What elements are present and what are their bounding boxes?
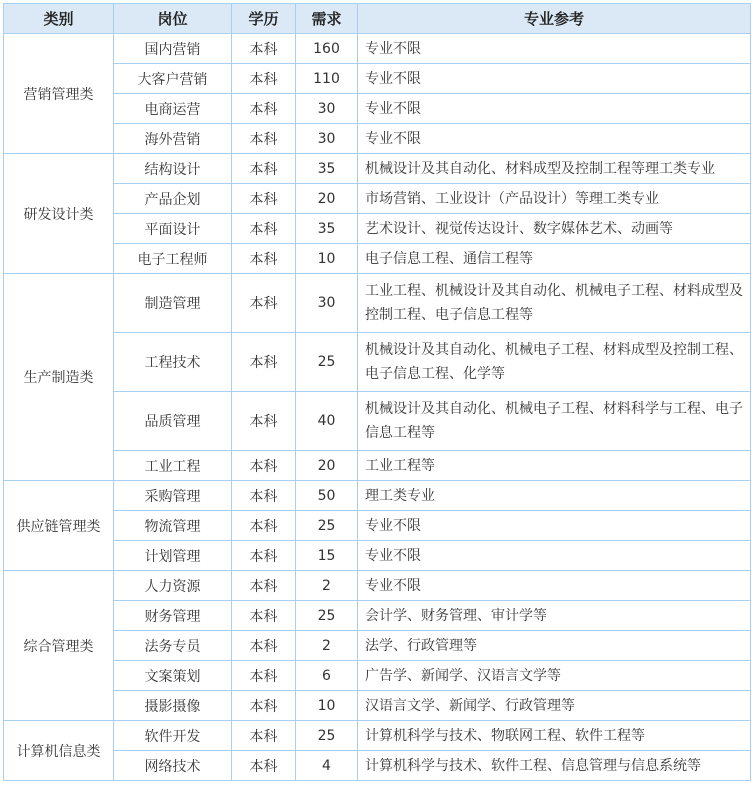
education-cell: 本科 xyxy=(232,244,296,274)
position-cell: 人力资源 xyxy=(114,571,232,601)
education-cell: 本科 xyxy=(232,721,296,751)
table-row xyxy=(4,691,751,721)
education-cell: 本科 xyxy=(232,274,296,333)
category-cell: 供应链管理类 xyxy=(4,481,114,571)
education-cell: 本科 xyxy=(232,631,296,661)
demand-cell: 25 xyxy=(296,511,358,541)
position-cell: 工业工程 xyxy=(114,451,232,481)
position-cell: 网络技术 xyxy=(114,751,232,781)
table-row xyxy=(4,511,751,541)
position-cell: 财务管理 xyxy=(114,601,232,631)
majors-cell: 专业不限 xyxy=(358,511,751,541)
table-row xyxy=(4,751,751,781)
demand-cell: 20 xyxy=(296,184,358,214)
majors-cell: 理工类专业 xyxy=(358,481,751,511)
education-cell: 本科 xyxy=(232,601,296,631)
position-cell: 品质管理 xyxy=(114,392,232,451)
education-cell: 本科 xyxy=(232,333,296,392)
table-row xyxy=(4,392,751,451)
position-cell: 国内营销 xyxy=(114,34,232,64)
education-cell: 本科 xyxy=(232,451,296,481)
position-cell: 制造管理 xyxy=(114,274,232,333)
education-cell: 本科 xyxy=(232,34,296,64)
table-row xyxy=(4,481,751,511)
position-cell: 计划管理 xyxy=(114,541,232,571)
education-cell: 本科 xyxy=(232,94,296,124)
education-cell: 本科 xyxy=(232,751,296,781)
header-position: 岗位 xyxy=(114,4,232,34)
table-row xyxy=(4,451,751,481)
majors-cell: 计算机科学与技术、软件工程、信息管理与信息系统等 xyxy=(358,751,751,781)
majors-cell: 专业不限 xyxy=(358,94,751,124)
majors-cell: 机械设计及其自动化、机械电子工程、材料成型及控制工程、电子信息工程、化学等 xyxy=(358,333,751,392)
table-row xyxy=(4,541,751,571)
position-cell: 软件开发 xyxy=(114,721,232,751)
majors-cell: 专业不限 xyxy=(358,571,751,601)
table-row xyxy=(4,34,751,64)
demand-cell: 30 xyxy=(296,124,358,154)
table-row xyxy=(4,721,751,751)
majors-cell: 工业工程、机械设计及其自动化、机械电子工程、材料成型及控制工程、电子信息工程等 xyxy=(358,274,751,333)
demand-cell: 25 xyxy=(296,721,358,751)
demand-cell: 4 xyxy=(296,751,358,781)
header-row xyxy=(4,4,751,34)
position-cell: 平面设计 xyxy=(114,214,232,244)
majors-cell: 计算机科学与技术、物联网工程、软件工程等 xyxy=(358,721,751,751)
category-cell: 生产制造类 xyxy=(4,274,114,481)
category-cell: 营销管理类 xyxy=(4,34,114,154)
education-cell: 本科 xyxy=(232,511,296,541)
position-cell: 法务专员 xyxy=(114,631,232,661)
demand-cell: 10 xyxy=(296,691,358,721)
majors-cell: 专业不限 xyxy=(358,541,751,571)
table-row xyxy=(4,154,751,184)
demand-cell: 15 xyxy=(296,541,358,571)
recruitment-table xyxy=(3,3,751,781)
table-row xyxy=(4,274,751,333)
demand-cell: 35 xyxy=(296,154,358,184)
majors-cell: 汉语言文学、新闻学、行政管理等 xyxy=(358,691,751,721)
majors-cell: 电子信息工程、通信工程等 xyxy=(358,244,751,274)
education-cell: 本科 xyxy=(232,571,296,601)
position-cell: 摄影摄像 xyxy=(114,691,232,721)
table-row xyxy=(4,64,751,94)
header-education: 学历 xyxy=(232,4,296,34)
majors-cell: 工业工程等 xyxy=(358,451,751,481)
demand-cell: 110 xyxy=(296,64,358,94)
majors-cell: 专业不限 xyxy=(358,34,751,64)
position-cell: 采购管理 xyxy=(114,481,232,511)
position-cell: 海外营销 xyxy=(114,124,232,154)
majors-cell: 机械设计及其自动化、机械电子工程、材料科学与工程、电子信息工程等 xyxy=(358,392,751,451)
education-cell: 本科 xyxy=(232,184,296,214)
recruitment-table-container xyxy=(3,3,751,781)
table-row xyxy=(4,214,751,244)
position-cell: 工程技术 xyxy=(114,333,232,392)
education-cell: 本科 xyxy=(232,541,296,571)
education-cell: 本科 xyxy=(232,214,296,244)
demand-cell: 30 xyxy=(296,94,358,124)
demand-cell: 6 xyxy=(296,661,358,691)
majors-cell: 广告学、新闻学、汉语言文学等 xyxy=(358,661,751,691)
education-cell: 本科 xyxy=(232,154,296,184)
table-row xyxy=(4,184,751,214)
demand-cell: 35 xyxy=(296,214,358,244)
position-cell: 大客户营销 xyxy=(114,64,232,94)
table-row xyxy=(4,94,751,124)
demand-cell: 25 xyxy=(296,333,358,392)
category-cell: 研发设计类 xyxy=(4,154,114,274)
header-demand: 需求 xyxy=(296,4,358,34)
demand-cell: 160 xyxy=(296,34,358,64)
demand-cell: 20 xyxy=(296,451,358,481)
education-cell: 本科 xyxy=(232,481,296,511)
table-row xyxy=(4,631,751,661)
category-cell: 计算机信息类 xyxy=(4,721,114,781)
education-cell: 本科 xyxy=(232,64,296,94)
demand-cell: 10 xyxy=(296,244,358,274)
header-majors: 专业参考 xyxy=(358,4,751,34)
majors-cell: 专业不限 xyxy=(358,64,751,94)
education-cell: 本科 xyxy=(232,124,296,154)
demand-cell: 25 xyxy=(296,601,358,631)
position-cell: 物流管理 xyxy=(114,511,232,541)
position-cell: 产品企划 xyxy=(114,184,232,214)
position-cell: 文案策划 xyxy=(114,661,232,691)
position-cell: 电商运营 xyxy=(114,94,232,124)
table-row xyxy=(4,124,751,154)
majors-cell: 专业不限 xyxy=(358,124,751,154)
category-cell: 综合管理类 xyxy=(4,571,114,721)
position-cell: 电子工程师 xyxy=(114,244,232,274)
table-row xyxy=(4,244,751,274)
majors-cell: 会计学、财务管理、审计学等 xyxy=(358,601,751,631)
demand-cell: 2 xyxy=(296,631,358,661)
position-cell: 结构设计 xyxy=(114,154,232,184)
majors-cell: 市场营销、工业设计（产品设计）等理工类专业 xyxy=(358,184,751,214)
demand-cell: 40 xyxy=(296,392,358,451)
table-row xyxy=(4,661,751,691)
demand-cell: 2 xyxy=(296,571,358,601)
education-cell: 本科 xyxy=(232,691,296,721)
header-category: 类别 xyxy=(4,4,114,34)
education-cell: 本科 xyxy=(232,661,296,691)
demand-cell: 50 xyxy=(296,481,358,511)
table-row xyxy=(4,333,751,392)
table-row xyxy=(4,601,751,631)
table-body xyxy=(4,34,751,781)
majors-cell: 法学、行政管理等 xyxy=(358,631,751,661)
table-row xyxy=(4,571,751,601)
demand-cell: 30 xyxy=(296,274,358,333)
education-cell: 本科 xyxy=(232,392,296,451)
majors-cell: 机械设计及其自动化、材料成型及控制工程等理工类专业 xyxy=(358,154,751,184)
majors-cell: 艺术设计、视觉传达设计、数字媒体艺术、动画等 xyxy=(358,214,751,244)
